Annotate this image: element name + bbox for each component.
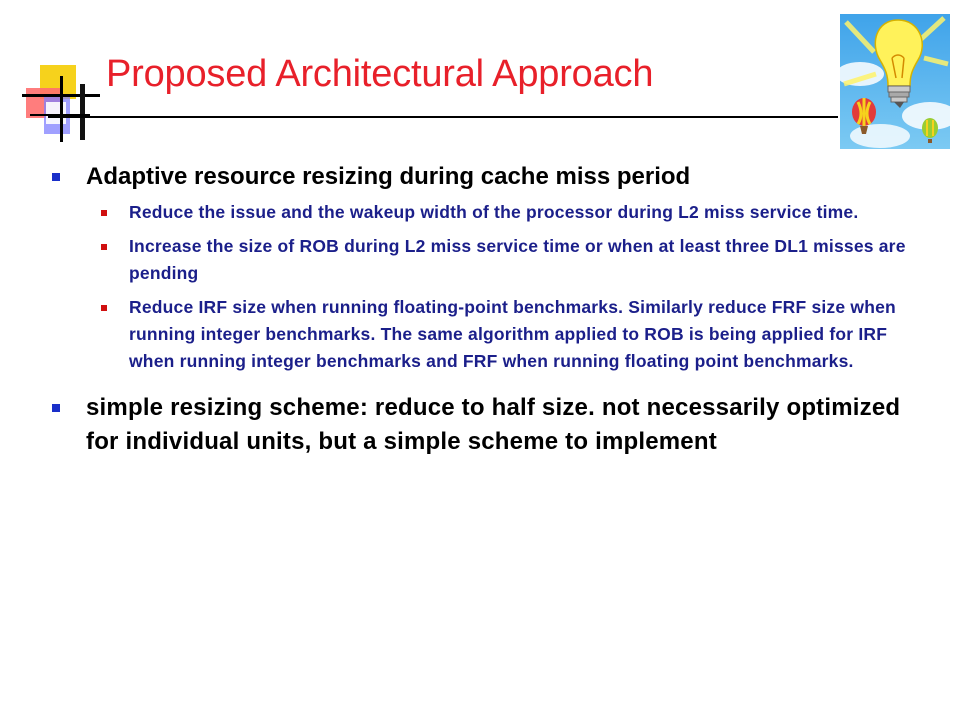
square-bullet-icon (101, 244, 107, 250)
lightbulb-balloons-icon (840, 14, 950, 149)
square-bullet-icon (101, 305, 107, 311)
bullet-adaptive-resizing (46, 160, 926, 193)
template-corner-logo (20, 60, 100, 150)
sub-bullet-list (46, 199, 926, 375)
square-bullet-icon (52, 404, 60, 412)
sub-bullet-rob-size (46, 233, 926, 287)
sub-bullet-text: Increase the size of ROB during L2 miss service time or when at least three DL1 misses are pending (129, 236, 906, 283)
slide-title: Proposed Architectural Approach (106, 53, 654, 95)
square-bullet-icon (101, 210, 107, 216)
bullet-simple-scheme (46, 391, 926, 459)
sub-bullet-text: Reduce the issue and the wakeup width of the processor during L2 miss service time. (129, 202, 859, 222)
slide-body (46, 160, 926, 459)
sub-bullet-issue-width (46, 199, 926, 226)
bullet-text: Adaptive resource resizing during cache miss period (86, 163, 691, 190)
bullet-text: simple resizing scheme: reduce to half size. not necessarily optimized for individual units, but a simple scheme to implement (86, 394, 901, 455)
square-bullet-icon (52, 173, 60, 181)
title-underline (48, 116, 838, 118)
sub-bullet-text: Reduce IRF size when running floating-point benchmarks. Similarly reduce FRF size when running integer benchmarks. The same algorithm applied to ROB is being applied for IRF when running integer benchmarks and FRF when running floating point benchmarks. (129, 297, 896, 371)
sub-bullet-register-files (46, 294, 926, 375)
